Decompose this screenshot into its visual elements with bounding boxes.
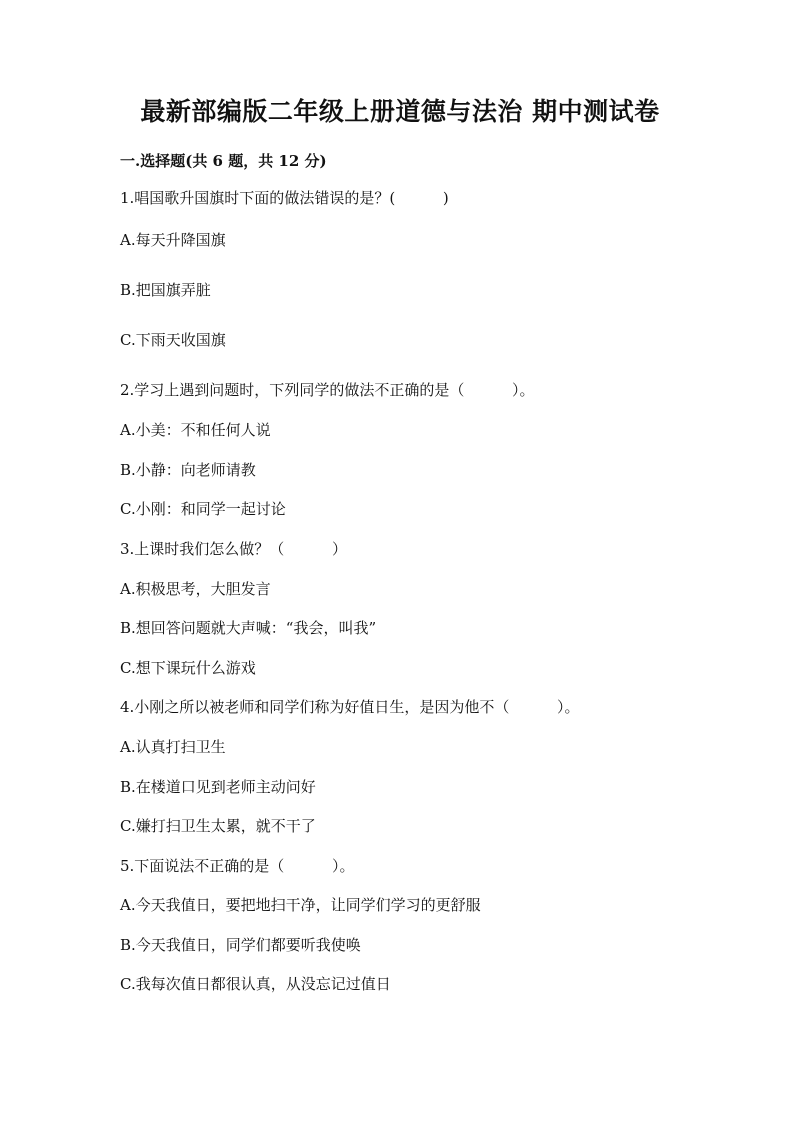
- answer-option: A.小美：不和任何人说: [120, 421, 271, 439]
- answer-option: C.想下课玩什么游戏: [120, 659, 256, 677]
- question-stem: 4.小刚之所以被老师和同学们称为好值日生，是因为他不（ ）。: [120, 698, 580, 716]
- section-heading: 一.选择题(共 6 题，共 12 分): [120, 152, 327, 170]
- answer-option: B.今天我值日，同学们都要听我使唤: [120, 936, 361, 954]
- answer-option: C.小刚：和同学一起讨论: [120, 500, 286, 518]
- answer-option: A.每天升降国旗: [120, 231, 226, 249]
- answer-option: A.积极思考，大胆发言: [120, 580, 271, 598]
- answer-option: C.嫌打扫卫生太累，就不干了: [120, 817, 316, 835]
- answer-option: B.小静：向老师请教: [120, 461, 256, 479]
- answer-option: C.下雨天收国旗: [120, 331, 226, 349]
- question-stem: 1.唱国歌升国旗时下面的做法错误的是？( ): [120, 189, 449, 207]
- question-stem: 5.下面说法不正确的是（ ）。: [120, 857, 355, 875]
- answer-option: C.我每次值日都很认真，从没忘记过值日: [120, 975, 391, 993]
- question-stem: 2.学习上遇到问题时，下列同学的做法不正确的是（ ）。: [120, 381, 535, 399]
- answer-option: A.认真打扫卫生: [120, 738, 226, 756]
- question-stem: 3.上课时我们怎么做？（ ）: [120, 540, 347, 558]
- answer-option: B.在楼道口见到老师主动问好: [120, 778, 316, 796]
- answer-option: B.想回答问题就大声喊：“我会，叫我”: [120, 619, 377, 637]
- page-title: 最新部编版二年级上册道德与法治 期中测试卷: [140, 97, 660, 126]
- answer-option: B.把国旗弄脏: [120, 281, 211, 299]
- answer-option: A.今天我值日，要把地扫干净，让同学们学习的更舒服: [120, 896, 481, 914]
